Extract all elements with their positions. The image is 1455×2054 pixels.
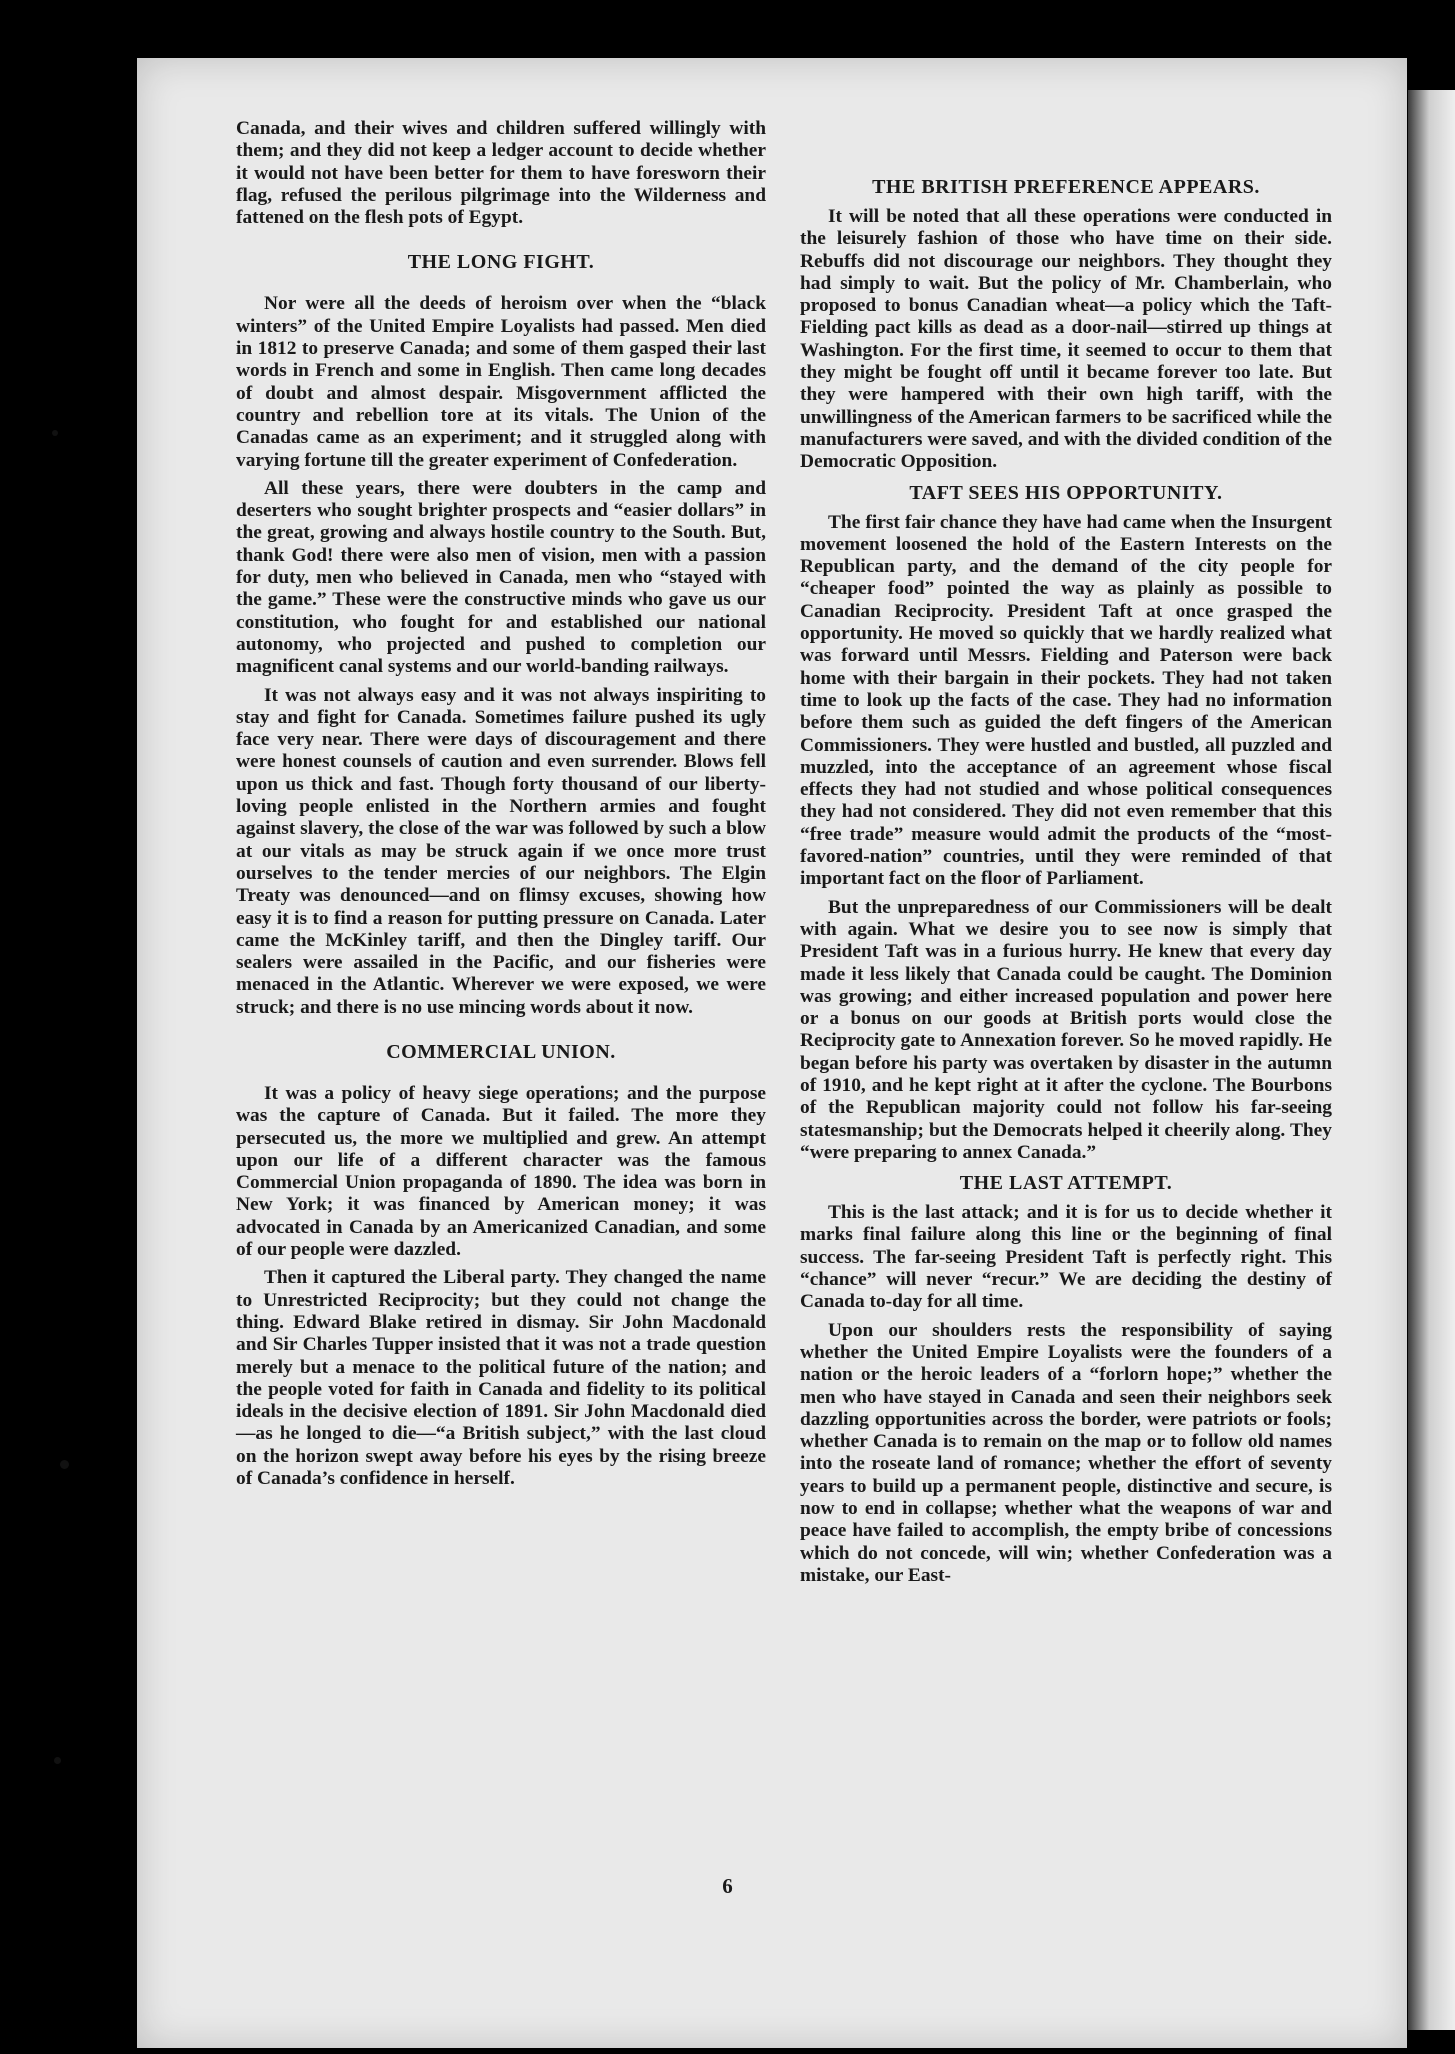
paragraph: Then it captured the Liberal party. They changed the name to Unrestricted Reciprocity; but they could not change the thing. Edward Blake retired in dismay. Sir John Macdonald and Sir Charles Tupper insisted that it was not a trade question merely but a menace to the political future of the nation; and the people voted for faith in Canada and fidelity to its political ideals in the decisive election of 1891. Sir John Macdonald died—as he longed to die—“a British subject,” with the last cloud on the horizon swept away before his eyes by the rising breeze of Canada’s confidence in herself. xyxy=(236,1267,766,1490)
scan-speck xyxy=(54,1757,61,1764)
section-heading: THE LONG FIGHT. xyxy=(407,251,595,274)
paragraph: Canada, and their wives and children suffered willingly with them; and they did not keep a ledger account to decide whether it would not have been better for them to have foresworn their flag, refused the perilous pilgrimage into the Wilderness and fattened on the flesh pots of Egypt. xyxy=(236,118,766,229)
paragraph: All these years, there were doubters in the camp and deserters who sought brighter prospects and “easier dollars” in the great, growing and always hostile country to the South. But, thank God! there were also men of vision, men with a passion for duty, men who believed in Canada, men who “stayed with the game.” These were the constructive minds who gave us our constitution, who fought for and established our national autonomy, who projected and pushed to completion our magnificent canal systems and our world-banding railways. xyxy=(236,477,766,678)
paragraph: It will be noted that all these operations were conducted in the leisurely fashion of those who have time on their side. Rebuffs did not discourage our neighbors. They thought they had simply to wait. But the policy of Mr. Chamberlain, who proposed to bonus Canadian wheat—a policy which the Taft-Fielding pact kills as dead as a door-nail—stirred up things at Washington. For the first time, it seemed to occur to them that they might be fought off until it became forever too late. But they were hampered with their own high tariff, with the unwillingness of the American farmers to be sacrificed while the manufacturers were saved, and with the divided condition of the Democratic Opposition. xyxy=(800,206,1332,473)
section-heading: THE BRITISH PREFERENCE APPEARS. xyxy=(872,176,1260,198)
right-column xyxy=(800,176,1332,1593)
section-heading: THE LAST ATTEMPT. xyxy=(959,1172,1173,1195)
section-heading: COMMERCIAL UNION. xyxy=(386,1040,616,1063)
page-number: 6 xyxy=(722,1874,733,1898)
paragraph: This is the last attack; and it is for us to decide whether it marks final failure along this line or the beginning of final success. The far-seeing President Taft is perfectly right. This “chance” will never “recur.” We are deciding the destiny of Canada to-day for all time. xyxy=(800,1202,1332,1313)
paragraph: It was not always easy and it was not always inspiriting to stay and fight for Canada. Sometimes failure pushed its ugly face very near. There were days of discouragement and there were honest counsels of caution and even surrender. Blows fell upon us thick and fast. Though forty thousand of our liberty-loving people enlisted in the Northern armies and fought against slavery, the close of the war was followed by such a blow at our vitals as may be struck again if we once more trust ourselves to the tender mercies of our neighbors. The Elgin Treaty was denounced—and on flimsy excuses, showing how easy it is to find a reason for putting pressure on Canada. Later came the McKinley tariff, and then the Dingley tariff. Our sealers were assailed in the Pacific, and our fisheries were menaced in the Atlantic. Wherever we were exposed, we were struck; and there is no use mincing words about it now. xyxy=(236,684,766,1018)
left-column xyxy=(236,118,766,1496)
paragraph: It was a policy of heavy siege operations; and the purpose was the capture of Canada. But it failed. The more they persecuted us, the more we multiplied and grew. An attempt upon our life of a different character was the famous Commercial Union propaganda of 1890. The idea was born in New York; it was financed by American money; it was advocated in Canada by an Americanized Canadian, and some of our people were dazzled. xyxy=(236,1082,766,1261)
paragraph: Nor were all the deeds of heroism over when the “black winters” of the United Empire Loyalists had passed. Men died in 1812 to preserve Canada; and some of them gasped their last words in French and some in English. Then came long decades of doubt and almost despair. Misgovernment afflicted the country and rebellion tore at its vitals. The Union of the Canadas came as an experiment; and it struggled along with varying fortune till the greater experiment of Confederation. xyxy=(236,293,766,471)
paragraph: But the unpreparedness of our Commissioners will be dealt with again. What we desire you to see now is simply that President Taft was in a furious hurry. He knew that every day made it less likely that Canada could be caught. The Dominion was growing; and either increased population and power here or a bonus on our goods at British ports would close the Reciprocity gate to Annexation forever. So he moved rapidly. He began before his party was overtaken by disaster in the autumn of 1910, and he kept right at it after the cyclone. The Bourbons of the Republican majority could not follow his far-seeing statesmanship; but the Democrats helped it cheerily along. They “were preparing to annex Canada.” xyxy=(800,896,1332,1163)
paragraph: The first fair chance they have had came when the Insurgent movement loosened the hold of the Eastern Interests on the Republican party, and the demand of the city people for “cheaper food” pointed the way as plainly as possible to Canadian Reciprocity. President Taft at once grasped the opportunity. He moved so quickly that we hardly realized what was forward until Messrs. Fielding and Paterson were back home with their bargain in their pockets. They had not taken time to look up the facts of the case. They had no information before them such as guided the deft fingers of the American Commissioners. They were hustled and bustled, all puzzled and muzzled, into the acceptance of an agreement whose fiscal effects they had not studied and whose political consequences they had not considered. They did not even remember that this “free trade” measure would admit the products of the “most-favored-nation” countries, until they were reminded of that important fact on the floor of Parliament. xyxy=(800,511,1332,890)
section-heading: TAFT SEES HIS OPPORTUNITY. xyxy=(909,481,1223,504)
scan-speck xyxy=(52,430,58,436)
adjacent-page-edge xyxy=(1408,90,1455,2030)
paragraph: Upon our shoulders rests the responsibility of saying whether the United Empire Loyalists were the founders of a nation or the heroic leaders of a “forlorn hope;” whether the men who have stayed in Canada and seen their neighbors seek dazzling opportunities across the border, were patriots or fools; whether Canada is to remain on the map or to follow old names into the roseate land of romance; whether the effort of seventy years to build up a permanent people, distinctive and secure, is now to end in collapse; whether what the weapons of war and peace have failed to accomplish, the empty bribe of concessions which do not concede, will win; whether Confederation was a mistake, our East- xyxy=(800,1319,1332,1586)
scan-speck xyxy=(60,1460,69,1469)
